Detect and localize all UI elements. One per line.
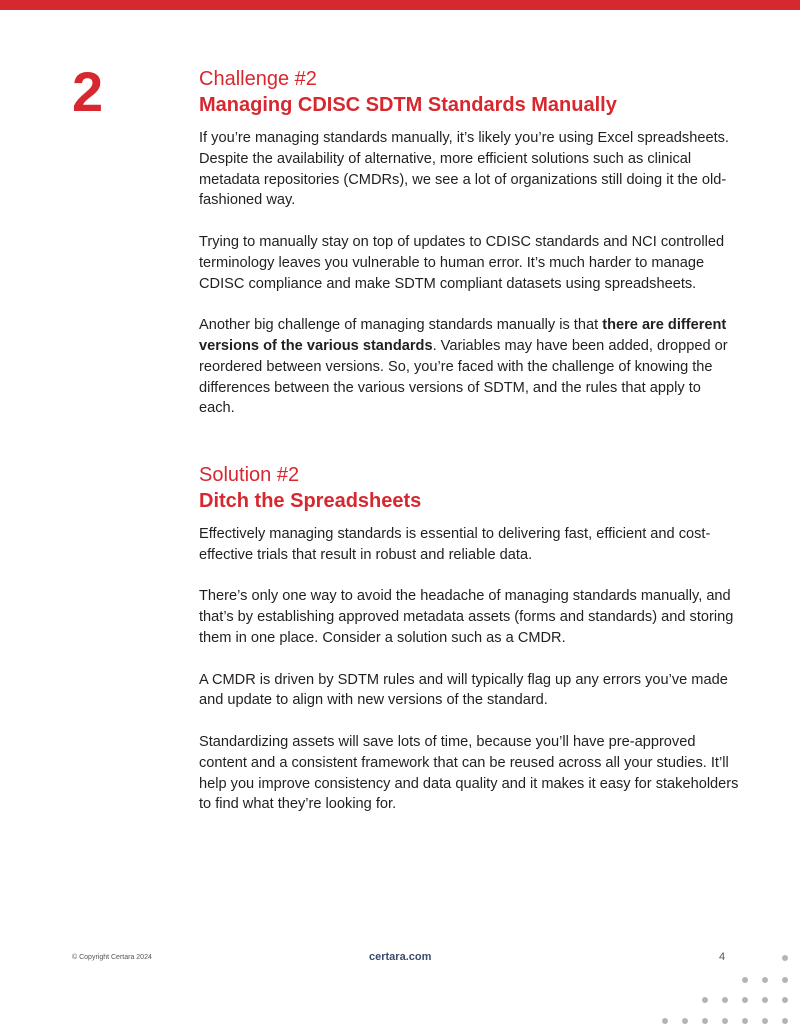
dot (762, 977, 768, 983)
dot (782, 1018, 788, 1024)
page-number: 4 (719, 951, 726, 963)
challenge-p3-bold: there are different versions of the various standards (199, 317, 727, 354)
challenge-title: Managing CDISC SDTM Standards Manually (199, 94, 617, 116)
dot (742, 977, 748, 983)
challenge-paragraph-3 (199, 315, 739, 419)
dot (702, 1018, 708, 1024)
dot (682, 1018, 688, 1024)
solution-paragraph-4: Standardizing assets will save lots of time, because you’ll have pre-approved content and a consistent framework that can be reused across all your studies. It’ll help you improve consistency and data quality and it makes it easy for stakeholders to find what they’re looking for. (199, 733, 739, 813)
website-link[interactable]: certara.com (369, 951, 432, 963)
solution-title: Ditch the Spreadsheets (199, 489, 422, 512)
dot (782, 977, 788, 983)
top-accent-bar (0, 0, 800, 10)
challenge-paragraph-2: Trying to manually stay on top of updates to CDISC standards and NCI controlled terminology leaves you vulnerable to human error. It’s much harder to manage CDISC compliance and make SDTM compliant datasets using spreadsheets. (199, 233, 725, 292)
dot (702, 997, 708, 1003)
main-content (199, 66, 739, 836)
dot (722, 1018, 728, 1024)
dot (782, 997, 788, 1003)
solution-paragraph-3: A CMDR is driven by SDTM rules and will typically flag up any errors you’ve made and update to align with new versions of the standard. (199, 671, 728, 709)
dot (742, 997, 748, 1003)
dot (742, 1018, 748, 1024)
dot (762, 997, 768, 1003)
solution-paragraph-1: Effectively managing standards is essential to delivering fast, efficient and cost-effective trials that result in robust and reliable data. (199, 525, 711, 563)
section-number: 2 (72, 60, 104, 123)
challenge-kicker: Challenge #2 (199, 68, 317, 90)
challenge-p3-text-b: . Variables may have been added, dropped or reordered between versions. So, you’re faced with the challenge of knowing the differences between the various versions of SDTM, and the rules that apply to each. (199, 337, 728, 417)
dot (782, 955, 788, 961)
solution-paragraph-2: There’s only one way to avoid the headache of managing standards manually, and that’s by establishing approved metadata assets (forms and standards) and storing them in one place. Consider a solution such as a CMDR. (199, 588, 734, 646)
challenge-paragraph-1: If you’re managing standards manually, it’s likely you’re using Excel spreadsheets. Despite the availability of alternative, more efficient solutions such as clinical metadata repositories (CMDRs), we see a lot of organizations still doing it the old-fashioned way. (199, 130, 729, 209)
dot (762, 1018, 768, 1024)
solution-kicker: Solution #2 (199, 463, 300, 486)
dot (662, 1018, 668, 1024)
dot (722, 997, 728, 1003)
copyright-notice: © Copyright Certara 2024 (72, 954, 152, 961)
challenge-p3-text-a: Another big challenge of managing standards manually is that (199, 317, 603, 334)
